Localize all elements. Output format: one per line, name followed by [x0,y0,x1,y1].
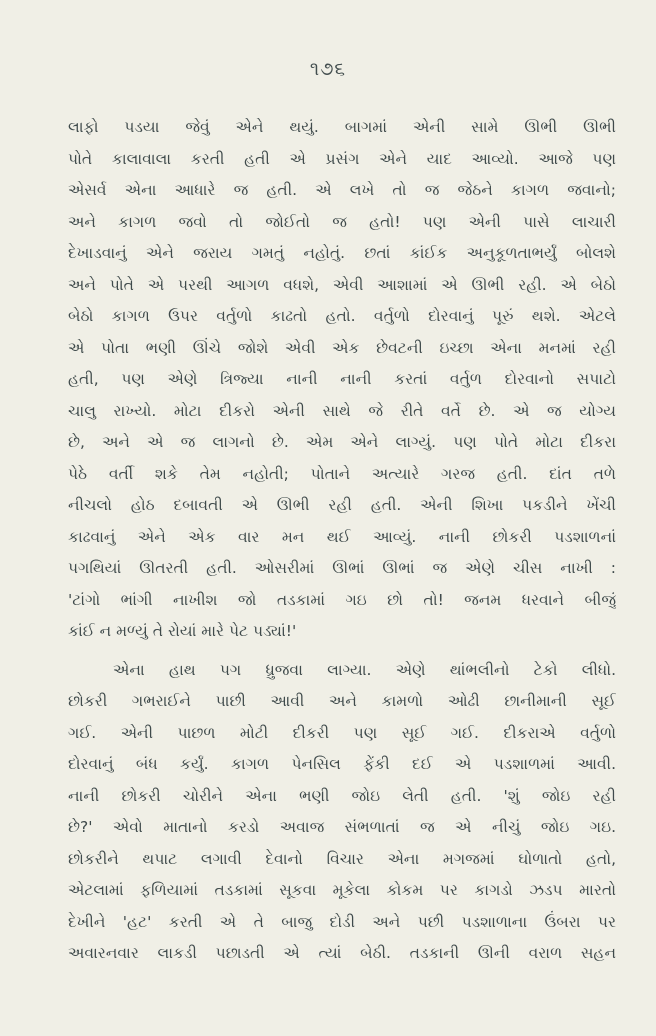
text-line: દોરવાનું બંધ કર્યું. કાગળ પેનસિલ ફેંકી દઈ એ પડશાળમાં આવી. [68,755,616,773]
paragraph-1 [68,112,616,648]
text-line: ચાલુ રાખ્યો. મોટા દીકરો એની સાથે જે રીતે વર્તે છે. એ જ યોગ્ય [68,401,616,420]
text-line: અને પોતે એ પરથી આગળ વધશે, એવી આશામાં એ ઊભી રહી. એ બેઠો [68,275,616,294]
text-line: છોકરી ગભરાઈને પાછી આવી અને કામળો ઓઢી છાનીમાની સૂઈ [68,692,616,710]
text-line: એસર્વ એના આધારે જ હતી. એ લખે તો જ જેઠને કાગળ જવાનો; [68,181,616,199]
text-line: નીચલો હોઠ દબાવતી એ ઊભી રહી હતી. એની શિખા પકડીને ખેંચી [68,496,616,514]
text-line: એના હાથ પગ ધ્રુજવા લાગ્યા. એણે થાંભલીનો ટેકો લીધો. [113,660,616,679]
page-number: ૧૭૬ [309,58,347,80]
text-line: કાઢવાનું એને એક વાર મન થઈ આવ્યું. નાની છોકરી પડશાળનાં [68,527,616,546]
text-line: ગઈ. એની પાછળ મોટી દીકરી પણ સૂઈ ગઈ. દીકરાએ વર્તુળો [68,723,616,742]
text-line: નાની છોકરી ચોરીને એના ભણી જોઇ લેતી હતી. 'શું જોઇ રહી [68,786,616,805]
text-line: એ પોતા ભણી ઊંચે જોશે એવી એક છેવટની ઇચ્છા એના મનમાં રહી [68,338,616,357]
text-line: અવારનવાર લાકડી પછાડતી એ ત્યાં બેઠી. તડકાની ઊની વરાળ સહન [68,944,616,962]
text-line: છે?' એવો માતાનો કરડો અવાજ સંભળાતાં જ એ નીચું જોઇ ગઇ. [68,818,616,836]
text-line: દેખાડવાનું એને જરાય ગમતું નહોતું. છતાં કાંઈક અનુકૂળતાભર્યું બોલશે [68,244,616,262]
text-line: હતી, પણ એણે ત્રિજ્યા નાની નાની કરતાં વર્તુળ દોરવાનો સપાટો [68,370,616,388]
text-line: છે, અને એ જ લાગનો છે. એમ એને લાગ્યું. પણ પોતે મોટા દીકરા [68,433,616,451]
page-body [68,112,616,970]
text-line: એટલામાં ફળિયામાં તડકામાં સૂકવા મૂકેલા કોકમ પર કાગડો ઝડપ મારતો [68,881,616,899]
text-line: પેઠે વર્તી શકે તેમ નહોતી; પોતાને અત્યારે ગરજ હતી. દાંત તળે [68,464,616,483]
text-line: બેઠો કાગળ ઉપર વર્તુળો કાઢતો હતો. વર્તુળો દોરવાનું પૂરું થશે. એટલે [68,307,616,325]
text-line: 'ટાંગો ભાંગી નાખીશ જો તડકામાં ગઇ છો તો! જનમ ધરવાને બીજું [68,590,616,609]
text-line: કાંઈ ન મળ્યું તે રોયાં મારે પેટ પડ્યાં!' [68,622,297,640]
text-line: પોતે કાલાવાલા કરતી હતી એ પ્રસંગ એને યાદ આવ્યો. આજે પણ [68,149,616,168]
text-line: પગથિયાં ઊતરતી હતી. ઓસરીમાં ઊભાં ઊભાં જ એણે ચીસ નાખી : [68,559,616,577]
text-line: છોકરીને થપાટ લગાવી દેવાનો વિચાર એના મગજમાં ઘોળાતો હતો, [68,849,616,868]
paragraph-2 [68,655,616,970]
text-line: દેખીને 'હટ' કરતી એ તે બાજુ દોડી અને પછી પડશાળાના ઉંબરા પર [68,912,616,931]
text-line: લાફો પડયા જેવું એને થયું. બાગમાં એની સામે ઊભી ઊભી [68,118,616,136]
text-line: અને કાગળ જવો તો જોઈતો જ હતો! પણ એની પાસે લાચારી [68,212,616,231]
